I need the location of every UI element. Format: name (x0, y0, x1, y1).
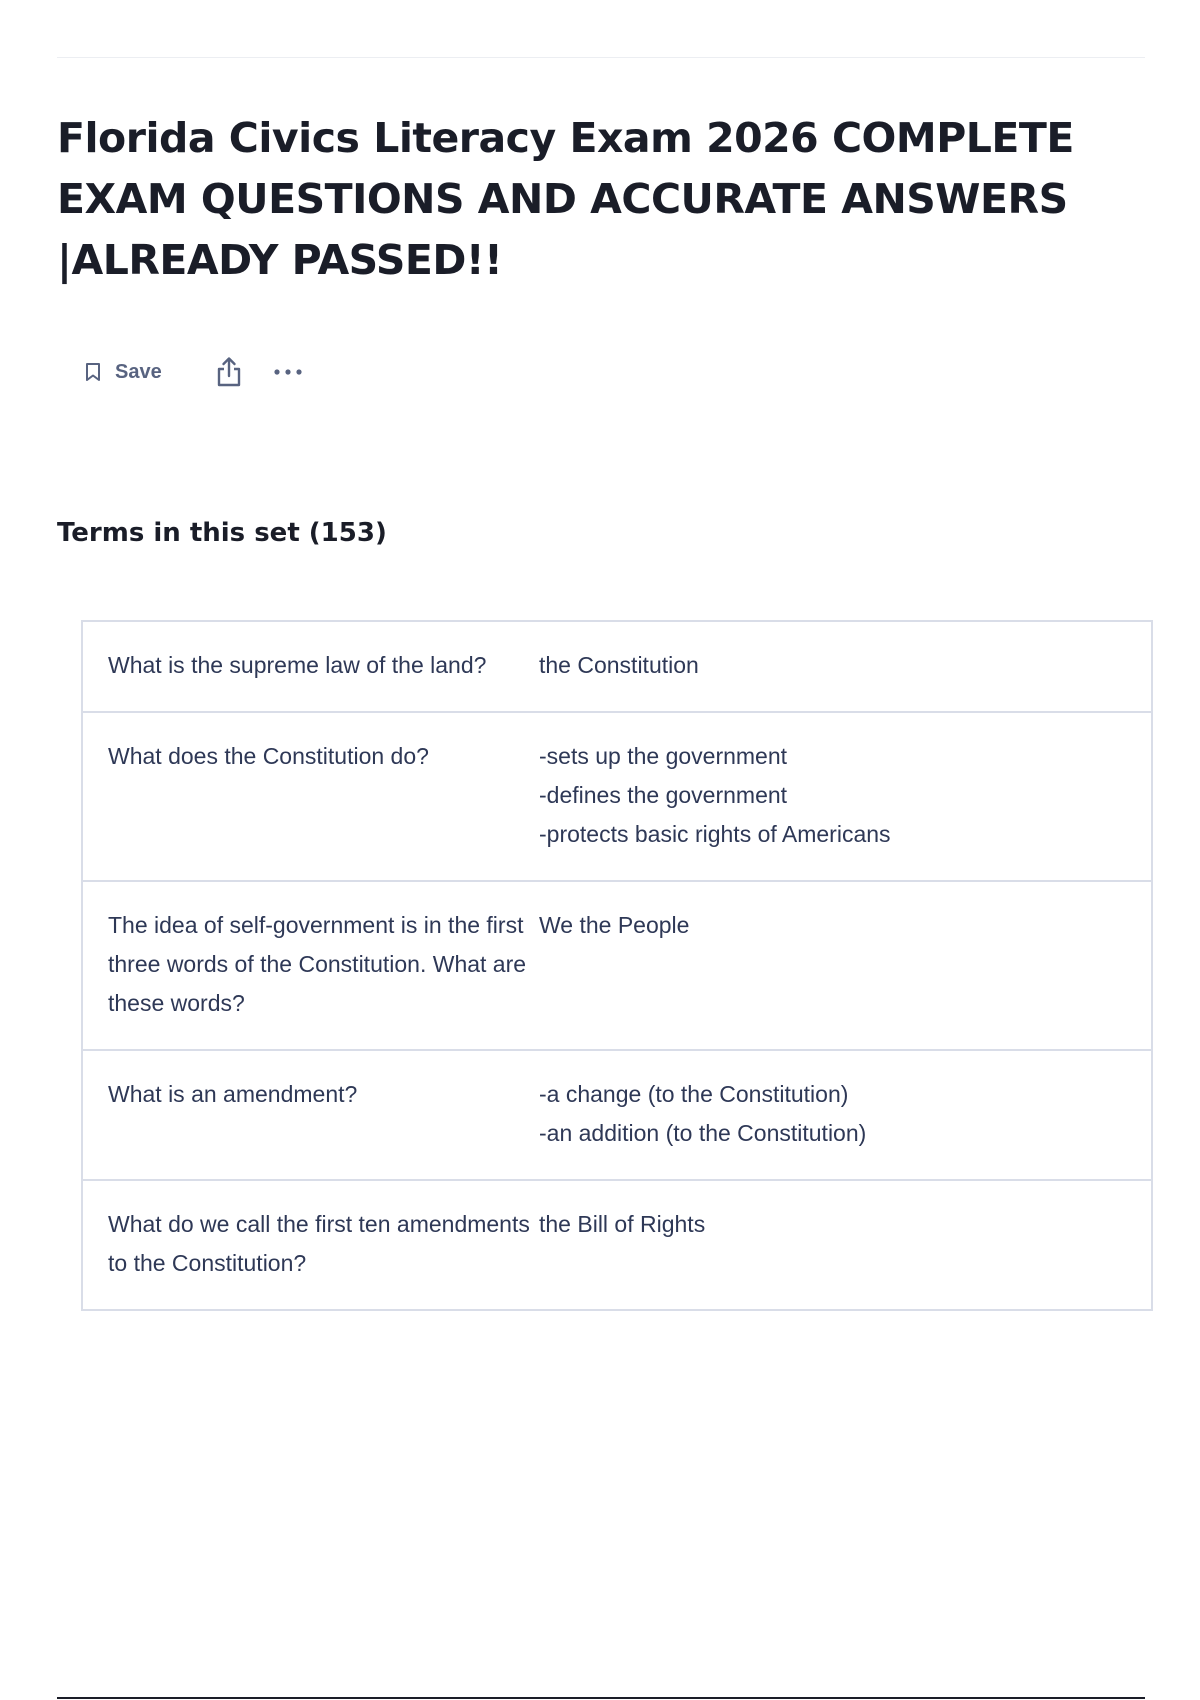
term-answer-line: -protects basic rights of Americans (539, 821, 891, 847)
share-icon (215, 356, 243, 388)
terms-list (81, 620, 1153, 1311)
term-answer (539, 1075, 1151, 1153)
term-row (81, 620, 1153, 713)
term-answer-line: -sets up the government (539, 743, 788, 769)
term-row (81, 713, 1153, 882)
page-title: Florida Civics Literacy Exam 2026 COMPLETE EXAM QUESTIONS AND ACCURATE ANSWERS |ALREADY PASSED!! (57, 114, 1074, 284)
terms-heading: Terms in this set (153) (57, 518, 387, 548)
term-answer-line: -defines the government (539, 782, 788, 808)
term-question: What is an amendment? (108, 1081, 358, 1107)
action-bar (84, 354, 303, 390)
term-answer-line: -a change (to the Constitution) (539, 1081, 849, 1107)
bottom-divider (57, 1697, 1145, 1699)
term-row (81, 1181, 1153, 1311)
term-row (81, 882, 1153, 1051)
more-icon (273, 368, 303, 376)
term-row (81, 1051, 1153, 1181)
term-answer (539, 737, 1151, 854)
more-options-button[interactable] (273, 368, 303, 376)
term-answer-line: the Bill of Rights (539, 1211, 706, 1237)
top-divider (57, 57, 1145, 58)
save-button[interactable] (84, 361, 162, 384)
share-button[interactable] (215, 356, 243, 388)
save-label: Save (115, 360, 162, 383)
bookmark-icon (84, 362, 102, 382)
term-question: What is the supreme law of the land? (108, 652, 487, 678)
term-answer-line: -an addition (to the Constitution) (539, 1120, 867, 1146)
term-answer-line: We the People (539, 912, 690, 938)
term-answer (539, 1205, 1151, 1283)
term-question: The idea of self-government is in the first three words of the Constitution. What are these words? (108, 912, 527, 1016)
term-question: What do we call the first ten amendments to the Constitution? (108, 1211, 530, 1276)
term-answer (539, 906, 1151, 1023)
term-answer-line: the Constitution (539, 652, 699, 678)
term-answer (539, 646, 1151, 685)
term-question: What does the Constitution do? (108, 743, 429, 769)
